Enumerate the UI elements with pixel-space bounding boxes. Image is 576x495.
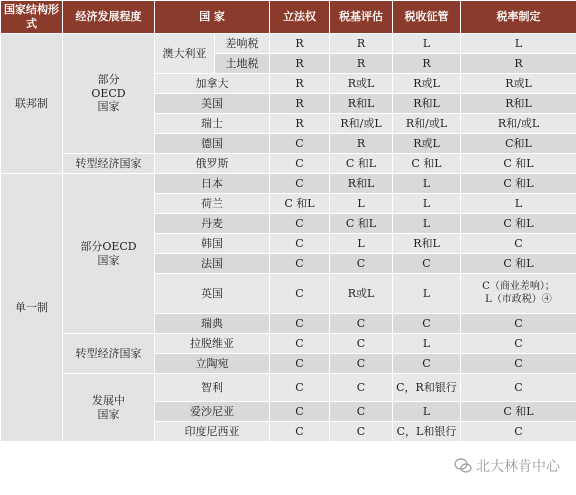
collection-cell: L (393, 402, 461, 422)
assessment-cell: C (330, 354, 393, 374)
assessment-cell: R (330, 34, 393, 54)
assessment-cell: L (330, 234, 393, 254)
country-cell: 立陶宛 (155, 354, 270, 374)
assessment-cell: C (330, 314, 393, 334)
rate-cell: C (461, 374, 576, 402)
assessment-cell: C (330, 254, 393, 274)
country-cell: 瑞典 (155, 314, 270, 334)
rate-cell: C (461, 334, 576, 354)
assessment-cell: C (330, 334, 393, 354)
rate-cell: C (461, 422, 576, 442)
table-row (1, 334, 576, 354)
rate-cell: C 和L (461, 174, 576, 194)
legislation-cell: R (270, 74, 330, 94)
legislation-cell: C (270, 234, 330, 254)
table-row (1, 174, 576, 194)
group-transition-2: 转型经济国家 (63, 334, 155, 374)
legislation-cell: C (270, 254, 330, 274)
legislation-cell: C (270, 274, 330, 314)
country-cell: 丹麦 (155, 214, 270, 234)
rate-cell: R和L (461, 94, 576, 114)
collection-cell: R (393, 54, 461, 74)
header-rate-setting: 税率制定 (461, 1, 576, 34)
collection-cell: R和L (393, 234, 461, 254)
country-cell: 加拿大 (155, 74, 270, 94)
group-unitary: 单一制 (1, 174, 63, 442)
header-collection: 税收征管 (393, 1, 461, 34)
watermark (454, 456, 560, 476)
legislation-cell: R (270, 94, 330, 114)
group-developing: 发展中 国家 (63, 374, 155, 442)
collection-cell: R和/或L (393, 114, 461, 134)
assessment-cell: C 和L (330, 214, 393, 234)
assessment-cell: R或L (330, 274, 393, 314)
rate-cell: R (461, 54, 576, 74)
group-federal: 联邦制 (1, 34, 63, 174)
assessment-cell: C (330, 374, 393, 402)
legislation-cell: R (270, 114, 330, 134)
legislation-cell: C (270, 214, 330, 234)
assessment-cell: R (330, 54, 393, 74)
country-cell: 智利 (155, 374, 270, 402)
rate-cell: L (461, 194, 576, 214)
collection-cell: R或L (393, 74, 461, 94)
rate-cell: C和L (461, 134, 576, 154)
wechat-logo-icon (454, 458, 472, 474)
assessment-cell: R和L (330, 94, 393, 114)
country-cell: 英国 (155, 274, 270, 314)
collection-cell: C (393, 354, 461, 374)
rate-cell: C（商业差响）； L（市政税）④ (461, 274, 576, 314)
rate-cell: C (461, 234, 576, 254)
collection-cell: L (393, 34, 461, 54)
collection-cell: L (393, 274, 461, 314)
collection-cell: R和L (393, 94, 461, 114)
country-cell: 瑞士 (155, 114, 270, 134)
legislation-cell: C (270, 374, 330, 402)
country-cell: 爱沙尼亚 (155, 402, 270, 422)
country-cell: 韩国 (155, 234, 270, 254)
group-transition-1: 转型经济国家 (63, 154, 155, 174)
assessment-cell: C (330, 422, 393, 442)
country-cell: 拉脱维亚 (155, 334, 270, 354)
assessment-cell: R和L (330, 174, 393, 194)
legislation-cell: R (270, 34, 330, 54)
legislation-cell: R (270, 54, 330, 74)
assessment-cell: R和/或L (330, 114, 393, 134)
collection-cell: C 和L (393, 154, 461, 174)
rate-cell: C 和L (461, 214, 576, 234)
watermark-text: 北大林肯中心 (476, 459, 560, 475)
collection-cell: L (393, 194, 461, 214)
collection-cell: C (393, 314, 461, 334)
header-development: 经济发展程度 (63, 1, 155, 34)
header-row (1, 1, 576, 34)
legislation-cell: C 和L (270, 194, 330, 214)
collection-cell: L (393, 214, 461, 234)
table-row (1, 374, 576, 402)
legislation-cell: C (270, 174, 330, 194)
tax-type-cell: 土地税 (215, 54, 270, 74)
header-assessment: 税基评估 (330, 1, 393, 34)
legislation-cell: C (270, 134, 330, 154)
rate-cell: R或L (461, 74, 576, 94)
rate-cell: C (461, 314, 576, 334)
assessment-cell: C 和L (330, 154, 393, 174)
rate-cell: C (461, 354, 576, 374)
collection-cell: R或L (393, 134, 461, 154)
country-cell: 日本 (155, 174, 270, 194)
header-structure: 国家结构形式 (1, 1, 63, 34)
rate-cell: L (461, 34, 576, 54)
header-legislation: 立法权 (270, 1, 330, 34)
group-oecd-part-2: 部分OECD 国家 (63, 174, 155, 334)
table-row (1, 154, 576, 174)
country-cell: 荷兰 (155, 194, 270, 214)
legislation-cell: C (270, 314, 330, 334)
rate-cell: C 和L (461, 154, 576, 174)
header-country: 国 家 (155, 1, 270, 34)
legislation-cell: C (270, 402, 330, 422)
country-cell: 德国 (155, 134, 270, 154)
collection-cell: L (393, 334, 461, 354)
legislation-cell: C (270, 154, 330, 174)
collection-cell: C，L和银行 (393, 422, 461, 442)
legislation-cell: C (270, 422, 330, 442)
country-cell: 印度尼西亚 (155, 422, 270, 442)
legislation-cell: C (270, 354, 330, 374)
assessment-cell: C (330, 402, 393, 422)
assessment-cell: R (330, 134, 393, 154)
country-cell: 美国 (155, 94, 270, 114)
legislation-cell: C (270, 334, 330, 354)
country-cell: 俄罗斯 (155, 154, 270, 174)
assessment-cell: L (330, 194, 393, 214)
assessment-cell: R或L (330, 74, 393, 94)
rate-cell: R和/或L (461, 114, 576, 134)
rate-cell: C 和L (461, 254, 576, 274)
tax-type-cell: 差响税 (215, 34, 270, 54)
table-row (1, 34, 576, 54)
country-cell: 澳大利亚 (155, 34, 215, 74)
rate-cell: C 和L (461, 402, 576, 422)
group-oecd-part-1: 部分 OECD 国家 (63, 34, 155, 154)
collection-cell: L (393, 174, 461, 194)
collection-cell: C (393, 254, 461, 274)
country-cell: 法国 (155, 254, 270, 274)
collection-cell: C，R和银行 (393, 374, 461, 402)
